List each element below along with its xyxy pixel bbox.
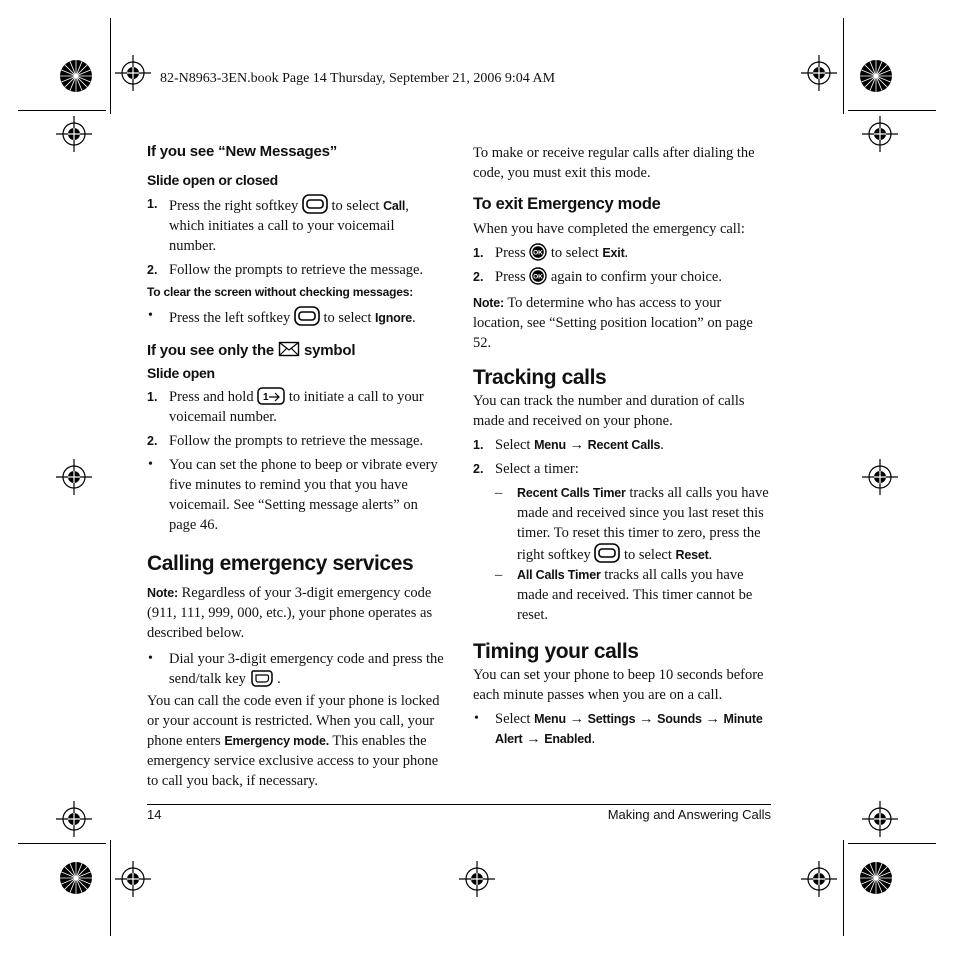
registration-mark-icon	[115, 55, 151, 91]
heading-calling-emergency: Calling emergency services	[147, 552, 414, 575]
ui-label-settings: Settings	[587, 712, 636, 726]
voicemail-key-icon	[257, 387, 285, 405]
step-text: Select	[495, 711, 531, 727]
ok-key-icon	[529, 243, 547, 261]
crop-line	[843, 18, 844, 114]
arrow-glyph: →	[639, 711, 654, 727]
registration-mark-icon	[801, 861, 837, 897]
step-text: Press the left softkey	[169, 310, 291, 326]
note-paragraph	[147, 583, 445, 643]
list-item	[147, 260, 445, 280]
registration-mark-icon	[56, 801, 92, 837]
note-paragraph	[473, 293, 771, 353]
list-item	[473, 435, 771, 455]
body-paragraph: You can set your phone to beep 10 seconds before each minute passes when you are on a call.	[473, 667, 764, 703]
starburst-mark-icon	[859, 59, 893, 93]
arrow-glyph: →	[569, 437, 585, 453]
slug-line: 82-N8963-3EN.book Page 14 Thursday, September 21, 2006 9:04 AM	[160, 71, 556, 86]
registration-mark-icon	[459, 861, 495, 897]
page-footer	[147, 804, 771, 822]
list-marker: •	[148, 457, 153, 472]
step-text: .	[624, 245, 629, 261]
step-text: .	[412, 310, 416, 326]
list-item	[147, 194, 445, 256]
registration-mark-icon	[801, 55, 837, 91]
step-text: to select	[623, 547, 672, 563]
list-item	[147, 387, 445, 427]
step-text: again to confirm your choice.	[550, 269, 722, 285]
starburst-mark-icon	[59, 59, 93, 93]
ui-label-menu: Menu	[534, 712, 566, 726]
step-text: .	[708, 547, 713, 563]
crop-line	[110, 18, 111, 114]
right-column	[473, 143, 771, 749]
step-text: You can set the phone to beep or vibrate every five minutes to remind you that you have voicemail. See “Setting message alerts” on page 46.	[169, 457, 438, 533]
note-label: Note:	[473, 296, 504, 310]
section-title: Making and Answering Calls	[607, 807, 771, 822]
ui-label-reset: Reset	[675, 548, 709, 562]
ui-label-all-calls-timer: All Calls Timer	[517, 568, 601, 582]
list-item	[147, 455, 445, 535]
heading-timing-calls: Timing your calls	[473, 640, 639, 663]
registration-mark-icon	[862, 116, 898, 152]
softkey-icon	[302, 194, 328, 214]
ui-label-exit: Exit	[602, 246, 625, 260]
ui-label-enabled: Enabled	[544, 732, 592, 746]
step-text: to select	[331, 198, 380, 214]
step-text: Follow the prompts to retrieve the message.	[169, 262, 424, 278]
ui-label-minute-alert: Minute Alert	[495, 712, 763, 746]
step-text: , which initiates a call to your voicemail number.	[169, 198, 409, 254]
send-talk-key-icon	[250, 669, 274, 687]
svg-text:OK: OK	[533, 249, 544, 257]
heading-exit-emergency: To exit Emergency mode	[473, 195, 661, 213]
ui-label-recent-calls-timer: Recent Calls Timer	[517, 486, 626, 500]
step-text: Press	[495, 245, 526, 261]
step-text: Dial your 3-digit emergency code and press the send/talk key	[169, 651, 444, 687]
starburst-mark-icon	[859, 861, 893, 895]
step-text: Select a timer:	[495, 461, 579, 477]
note-text: To determine who has access to your location, see “Setting position location” on page 52.	[473, 295, 753, 351]
list-marker: •	[474, 711, 479, 726]
step-text: to select	[323, 310, 372, 326]
note-label: Note:	[147, 586, 178, 600]
ui-label-call: Call	[383, 199, 406, 213]
registration-mark-icon	[115, 861, 151, 897]
list-marker: 1.	[473, 438, 484, 452]
list-marker: 2.	[473, 462, 484, 476]
body-paragraph: You can track the number and duration of calls made and received on your phone.	[473, 393, 745, 429]
heading-only-symbol	[147, 340, 445, 361]
list-marker: 2.	[473, 270, 484, 284]
crop-line	[18, 843, 106, 844]
starburst-mark-icon	[59, 861, 93, 895]
ui-label-emergency-mode: Emergency mode.	[224, 734, 329, 748]
registration-mark-icon	[56, 116, 92, 152]
step-text: tracks all calls you have made and received since you last reset this timer. To reset this timer to zero, press the right softkey	[517, 485, 769, 563]
registration-mark-icon	[862, 459, 898, 495]
step-text: .	[277, 671, 281, 687]
step-text: Press and hold	[169, 389, 254, 405]
step-text: Select	[495, 437, 531, 453]
softkey-icon	[594, 543, 620, 563]
list-marker: •	[148, 651, 153, 666]
heading-tracking-calls: Tracking calls	[473, 366, 607, 389]
step-text: Follow the prompts to retrieve the message.	[169, 433, 424, 449]
registration-mark-icon	[862, 801, 898, 837]
heading-slide-open-closed: Slide open or closed	[147, 172, 278, 188]
step-text: Press	[495, 269, 526, 285]
step-text: to initiate a call to your voicemail number.	[169, 389, 424, 425]
heading-text: symbol	[304, 342, 356, 359]
list-item	[147, 431, 445, 451]
step-text: tracks all calls you have made and received. This timer cannot be reset.	[517, 567, 753, 623]
heading-clear-screen: To clear the screen without checking messages:	[147, 285, 414, 299]
ui-label-ignore: Ignore	[375, 311, 413, 325]
envelope-icon	[278, 340, 300, 358]
page-number: 14	[147, 807, 162, 822]
svg-text:1: 1	[263, 392, 269, 403]
crop-line	[110, 840, 111, 936]
crop-line	[848, 843, 936, 844]
list-marker: 1.	[147, 197, 158, 211]
crop-line	[843, 840, 844, 936]
step-text: to select	[550, 245, 599, 261]
registration-mark-icon	[56, 459, 92, 495]
list-marker: •	[148, 308, 153, 323]
ok-key-icon	[529, 267, 547, 285]
ui-label-menu: Menu	[534, 438, 566, 452]
body-paragraph	[147, 691, 445, 791]
list-item	[473, 243, 771, 263]
ui-label-sounds: Sounds	[657, 712, 702, 726]
list-marker: –	[495, 567, 503, 583]
list-item	[147, 649, 445, 689]
list-marker: 1.	[147, 390, 158, 404]
ui-label-recent-calls: Recent Calls	[587, 438, 661, 452]
heading-text: If you see only the	[147, 342, 275, 359]
list-marker: 1.	[473, 246, 484, 260]
svg-text:OK: OK	[533, 273, 544, 281]
step-text: Press the right softkey	[169, 198, 299, 214]
body-paragraph: To make or receive regular calls after dialing the code, you must exit this mode.	[473, 145, 755, 181]
arrow-glyph: →	[569, 711, 585, 727]
arrow-glyph: →	[705, 711, 720, 727]
list-item	[147, 306, 445, 328]
body-text: This enables the emergency service exclusive access to your phone to call you back, if necessary.	[147, 733, 439, 789]
heading-new-messages: If you see “New Messages”	[147, 143, 338, 160]
list-marker: –	[495, 485, 503, 501]
heading-slide-open: Slide open	[147, 365, 215, 381]
note-text: Regardless of your 3-digit emergency code (911, 111, 999, 000, etc.), your phone operates as described below.	[147, 585, 433, 641]
list-item	[473, 709, 771, 749]
arrow-glyph: →	[526, 731, 541, 747]
left-column	[147, 142, 445, 791]
body-text: You can call the code even if your phone is locked or your account is restricted. When you call, your phone enters	[147, 693, 440, 749]
crop-line	[18, 110, 106, 111]
sub-list-item	[473, 483, 771, 565]
list-marker: 2.	[147, 434, 158, 448]
step-text: .	[660, 437, 664, 453]
list-item	[473, 267, 771, 287]
body-paragraph: When you have completed the emergency call:	[473, 221, 745, 237]
list-item	[473, 459, 771, 479]
sub-list-item	[473, 565, 771, 625]
list-marker: 2.	[147, 263, 158, 277]
softkey-icon	[294, 306, 320, 326]
crop-line	[848, 110, 936, 111]
step-text: .	[591, 731, 596, 747]
